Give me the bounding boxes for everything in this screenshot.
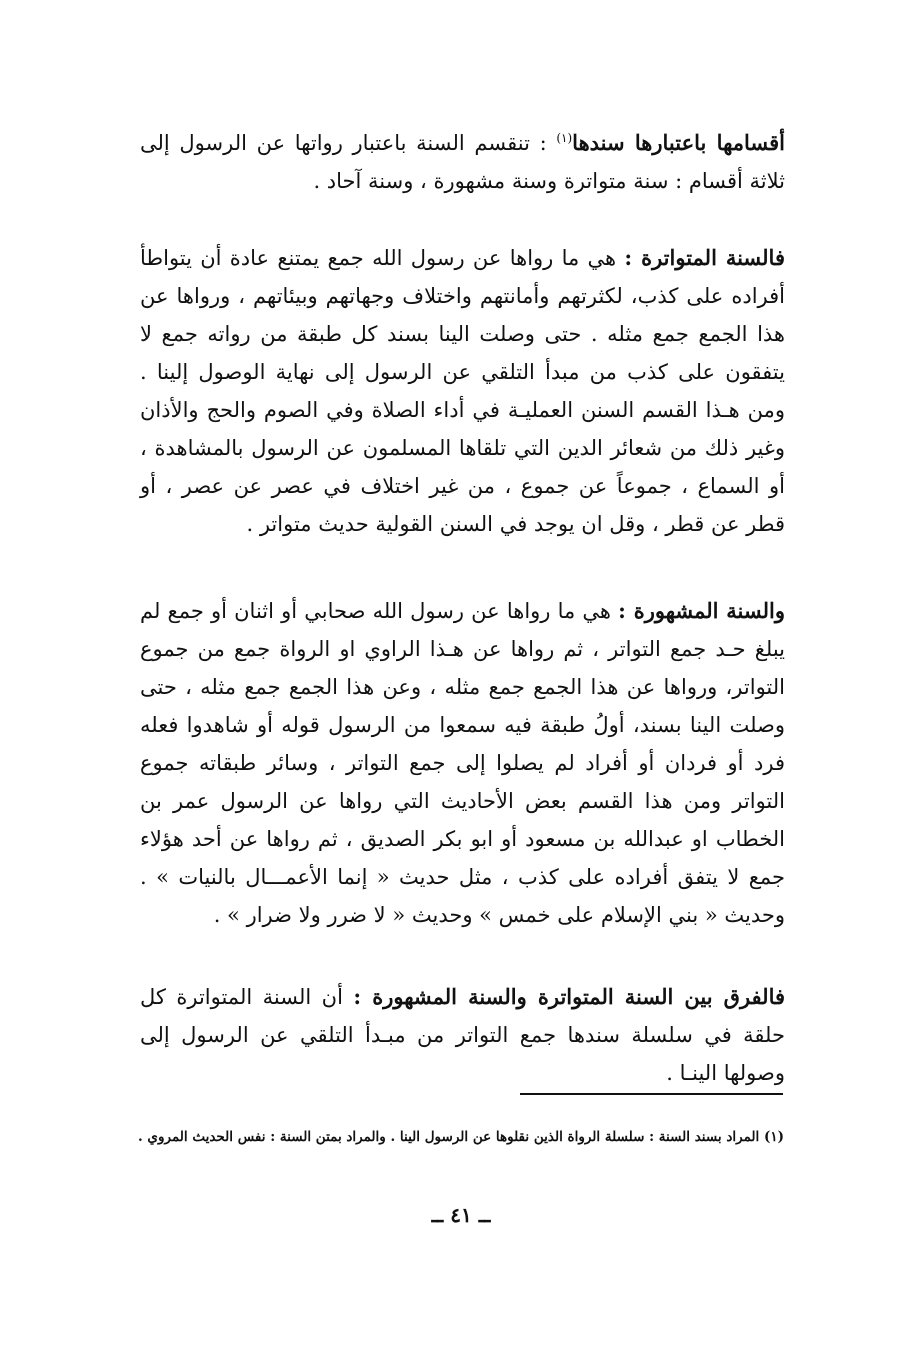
paragraph-body: هي ما رواها عن رسول الله جمع يمتنع عادة أن يتواطأ أفراده على كذب، لكثرتهم وأمانتهم واختلاف وجهاتهم وبيئاتهم ، ورواها عن هذا الجمع جمع مثله . حتى وصلت الينا بسند كل طبقة من رواته جمع لا يتفقون على كذب من مبدأ التلقي عن الرسول إلى نهاية الوصول إلينا . ومن هـذا القسم السنن العمليـة في أداء الصلاة وفي الصوم والحج والأذان وغير ذلك من شعائر الدين التي تلقاها المسلمون عن الرسول بالمشاهدة ، أو السماع ، جموعاً عن جموع ، من غير اختلاف في عصر عن عصر ، أو قطر عن قطر ، وقل ان يوجد في السنن القولية حديث متواتر .: [140, 246, 785, 536]
footnote-marker: (١): [556, 131, 573, 145]
paragraph-lead: فالسنة المتواترة :: [624, 245, 785, 270]
page-number: ــ ٤١ ــ: [431, 1203, 491, 1227]
paragraph-lead: فالفرق بين السنة المتواترة والسنة المشهورة :: [353, 984, 786, 1009]
paragraph-body: : تنقسم السنة باعتبار رواتها عن الرسول إلى ثلاثة أقسام : سنة متواترة وسنة مشهورة ، وسنة آحاد .: [140, 131, 785, 193]
footnote: (١) المراد بسند السنة : سلسلة الرواة الذين نقلوها عن الرسول الينا . والمراد بمتن السنة : نفس الحديث المروي .: [138, 1129, 784, 1145]
footnote-divider: [520, 1093, 783, 1095]
paragraph-mutawatir: [140, 239, 785, 543]
paragraph-difference: [140, 978, 785, 1092]
paragraph-body: هي ما رواها عن رسول الله صحابي أو اثنان أو جمع لم يبلغ حـد جمع التواتر ، ثم رواها عن هـذا الراوي او الرواة جمع من جموع التواتر، ورواها عن هذا الجمع جمع مثله ، وعن هذا الجمع جمع مثله ، حتى وصلت الينا بسند، أولُ طبقة فيه سمعوا من الرسول قوله أو شاهدوا فعله فرد أو فردان أو أفراد لم يصلوا إلى جمع التواتر ، وسائر طبقاته جموع التواتر ومن هذا القسم بعض الأحاديث التي رواها عن الرسول عمر بن الخطاب او عبدالله بن مسعود أو ابو بكر الصديق ، ثم رواها عن أحد هؤلاء جمع لا يتفق أفراده على كذب ، مثل حديث « إنما الأعمـــال بالنيات » . وحديث « بني الإسلام على خمس » وحديث « لا ضرر ولا ضرار » .: [140, 599, 785, 927]
paragraph-body: أن السنة المتواترة كل حلقة في سلسلة سندها جمع التواتر من مبـدأ التلقي عن الرسول إلى وصولها الينـا .: [140, 985, 785, 1085]
paragraph-mashhur: [140, 592, 785, 934]
paragraph-lead: أقسامها باعتبارها سندها: [572, 130, 786, 155]
paragraph-sanad-division: [140, 124, 785, 200]
paragraph-lead: والسنة المشهورة :: [618, 598, 785, 623]
